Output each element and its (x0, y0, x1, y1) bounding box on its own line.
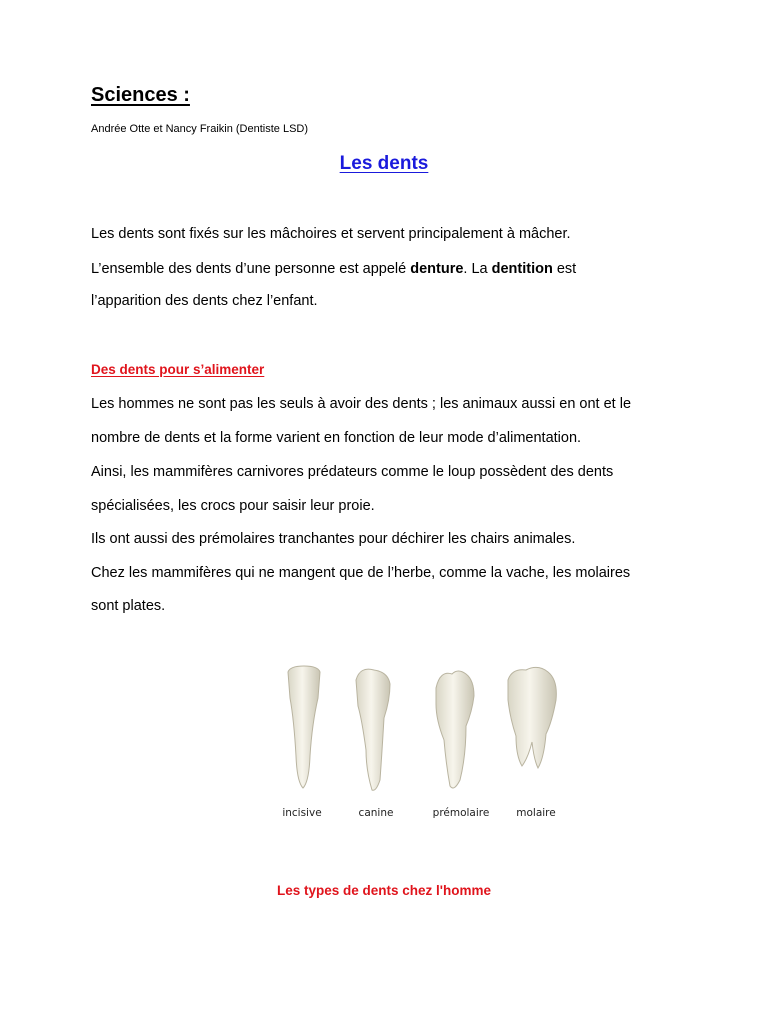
body-line-2: nombre de dents et la forme varient en fonction de leur mode d’alimentation. (91, 430, 582, 446)
premolaire-tooth (436, 671, 474, 788)
intro-line-2-start: L’ensemble des dents d’une personne est appelé (91, 261, 411, 277)
incisive-tooth (288, 666, 320, 788)
label-canine: canine (358, 807, 394, 819)
body-line-3: Ainsi, les mammifères carnivores prédateurs comme le loup possèdent des dents (91, 464, 614, 480)
intro-line-2-mid: . La (463, 261, 492, 277)
intro-line-2 (91, 261, 576, 277)
page-title: Les dents (339, 153, 429, 174)
body-line-4: spécialisées, les crocs pour saisir leur proie. (91, 498, 375, 514)
authors-line: Andrée Otte et Nancy Fraikin (Dentiste LSD) (91, 123, 309, 135)
body-line-7: sont plates. (91, 598, 166, 614)
intro-line-3: l’apparition des dents chez l’enfant. (91, 293, 318, 309)
label-incisive: incisive (282, 807, 322, 819)
molaire-tooth (508, 667, 556, 768)
body-line-6: Chez les mammifères qui ne mangent que de l’herbe, comme la vache, les molaires (91, 565, 631, 581)
section-title: Sciences : (91, 84, 190, 106)
intro-line-1: Les dents sont fixés sur les mâchoires et servent principalement à mâcher. (91, 226, 571, 242)
intro-line-2-end: est (552, 261, 577, 277)
term-denture: denture (410, 261, 464, 277)
teeth-figure (276, 660, 576, 825)
term-dentition: dentition (491, 261, 553, 277)
label-premolaire: prémolaire (432, 807, 490, 819)
label-molaire: molaire (516, 807, 556, 819)
body-line-1: Les hommes ne sont pas les seuls à avoir des dents ; les animaux aussi en ont et le (91, 396, 632, 412)
figure-caption: Les types de dents chez l'homme (276, 883, 492, 898)
section-heading: Des dents pour s’alimenter (91, 362, 265, 377)
canine-tooth (356, 669, 390, 790)
body-line-5: Ils ont aussi des prémolaires tranchantes pour déchirer les chairs animales. (91, 531, 576, 547)
